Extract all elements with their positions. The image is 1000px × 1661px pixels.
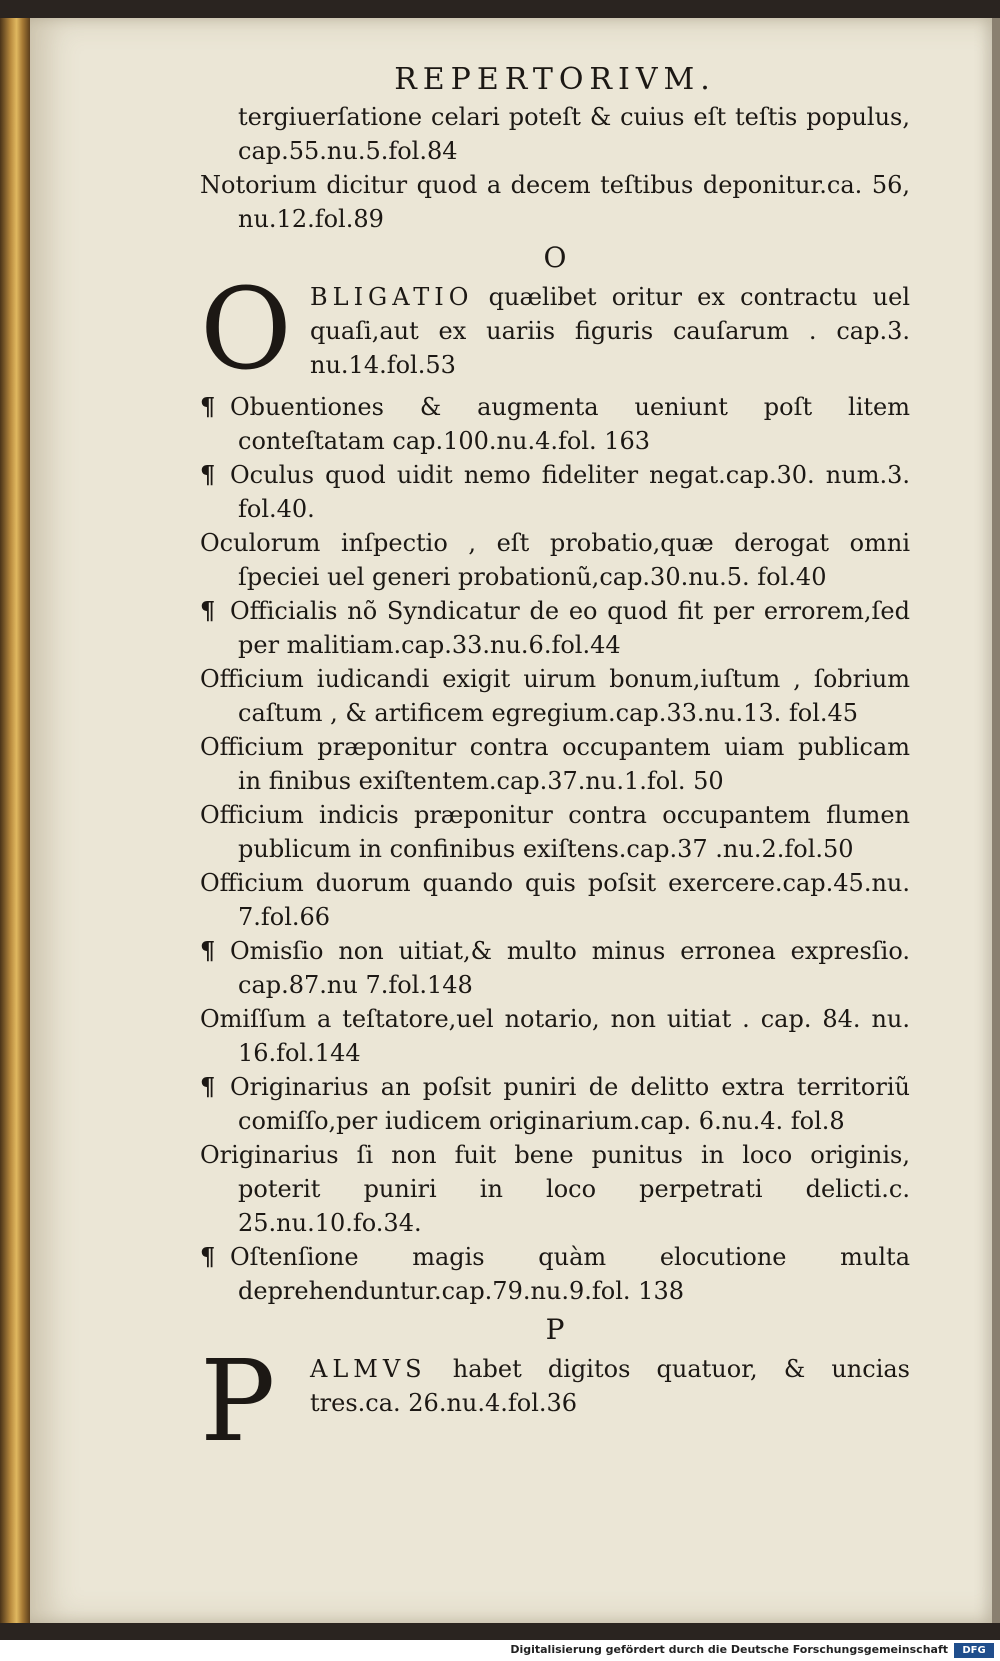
drop-cap-o: O — [200, 265, 292, 395]
section-heading-p: P — [545, 1313, 565, 1346]
index-entry — [200, 730, 910, 798]
entry-body: habet digitos quatuor, & uncias tres.ca. 26.nu.4.fol.36 — [310, 1355, 910, 1417]
entry-text: Omiſſum a teſtatore,uel notario, non uitiat . cap. 84. nu. 16.fol.144 — [200, 1005, 910, 1067]
index-entry — [200, 390, 910, 458]
entry-text: Oculus quod uidit nemo fideliter negat.cap.30. num.3. fol.40. — [230, 461, 910, 523]
entry-text: Officialis nõ Syndicatur de eo quod fit per errorem,ſed per malitiam.cap.33.nu.6.fol.44 — [230, 597, 910, 659]
index-entry — [200, 1138, 910, 1240]
index-entry — [200, 458, 910, 526]
footer-bar — [0, 1640, 1000, 1661]
lead-word: BLIGATIO — [310, 283, 474, 311]
index-entry — [200, 798, 910, 866]
page-text-block — [200, 60, 910, 1467]
entry-text: Oſtenſione magis quàm elocutione multa deprehenduntur.cap.79.nu.9.fol. 138 — [230, 1243, 910, 1305]
index-entry — [200, 526, 910, 594]
running-head: REPERTORIVM. — [394, 62, 716, 97]
entry-text: tergiuerſatione celari poteſt & cuius eſt teſtis populus, cap.55.nu.5.fol.84 — [238, 103, 910, 165]
paragraph-mark-icon: ¶ — [200, 392, 216, 421]
index-entry — [200, 1002, 910, 1070]
entry-text: Obuentiones & augmenta ueniunt poſt litem conteſtatam cap.100.nu.4.fol. 163 — [230, 393, 910, 455]
entry-body: quælibet oritur ex contractu uel quaſi,aut ex uariis figuris cauſarum . cap.3. nu.14.fol.53 — [310, 283, 910, 379]
entry-text — [200, 1352, 910, 1420]
paragraph-mark-icon: ¶ — [200, 596, 216, 625]
index-entry — [200, 934, 910, 1002]
paragraph-mark-icon: ¶ — [200, 460, 216, 489]
entry-text — [200, 280, 910, 382]
index-entry — [200, 1240, 910, 1308]
initial-entry-o — [200, 265, 910, 395]
section-heading-o: O — [543, 241, 567, 274]
index-entry — [200, 100, 910, 168]
paragraph-mark-icon: ¶ — [200, 1072, 216, 1101]
entry-list-o — [200, 390, 910, 1308]
index-entry — [200, 168, 910, 236]
entry-text: Omisſio non uitiat,& multo minus erronea expresſio. cap.87.nu 7.fol.148 — [230, 937, 910, 999]
entry-text: Officium præponitur contra occupantem uiam publicam in finibus exiſtentem.cap.37.nu.1.fol. 50 — [200, 733, 910, 795]
index-entry — [200, 594, 910, 662]
page-edge — [992, 18, 1000, 1623]
entry-text: Notorium dicitur quod a decem teſtibus deponitur.ca. 56, nu.12.fol.89 — [200, 171, 910, 233]
entry-text: Originarius an poſsit puniri de delitto extra territoriũ comiſſo,per iudicem originarium.cap. 6.nu.4. fol.8 — [230, 1073, 910, 1135]
initial-entry-p — [200, 1337, 910, 1467]
lead-word: ALMVS — [310, 1355, 427, 1383]
dfg-logo: DFG — [954, 1643, 994, 1658]
paragraph-mark-icon: ¶ — [200, 1242, 216, 1271]
entry-text: Oculorum inſpectio , eſt probatio,quæ derogat omni ſpeciei uel generi probationũ,cap.30.nu.5. fol.40 — [200, 529, 910, 591]
book-spine — [0, 18, 30, 1623]
index-entry — [200, 1070, 910, 1138]
entry-text: Officium duorum quando quis poſsit exercere.cap.45.nu. 7.fol.66 — [200, 869, 910, 931]
entry-text: Officium iudicandi exigit uirum bonum,iuſtum , ſobrium caſtum , & artificem egregium.cap.33.nu.13. fol.45 — [200, 665, 910, 727]
entry-text: Originarius ſi non fuit bene punitus in loco originis, poterit puniri in loco perpetrati delicti.c. 25.nu.10.fo.34. — [200, 1141, 910, 1237]
index-entry — [200, 662, 910, 730]
drop-cap-p: P — [200, 1337, 276, 1467]
entry-text: Officium indicis præponitur contra occupantem flumen publicum in confinibus exiſtens.cap.37 .nu.2.fol.50 — [200, 801, 910, 863]
funding-credit: Digitalisierung gefördert durch die Deutsche Forschungsgemeinschaft — [510, 1643, 948, 1656]
index-entry — [200, 866, 910, 934]
paragraph-mark-icon: ¶ — [200, 936, 216, 965]
